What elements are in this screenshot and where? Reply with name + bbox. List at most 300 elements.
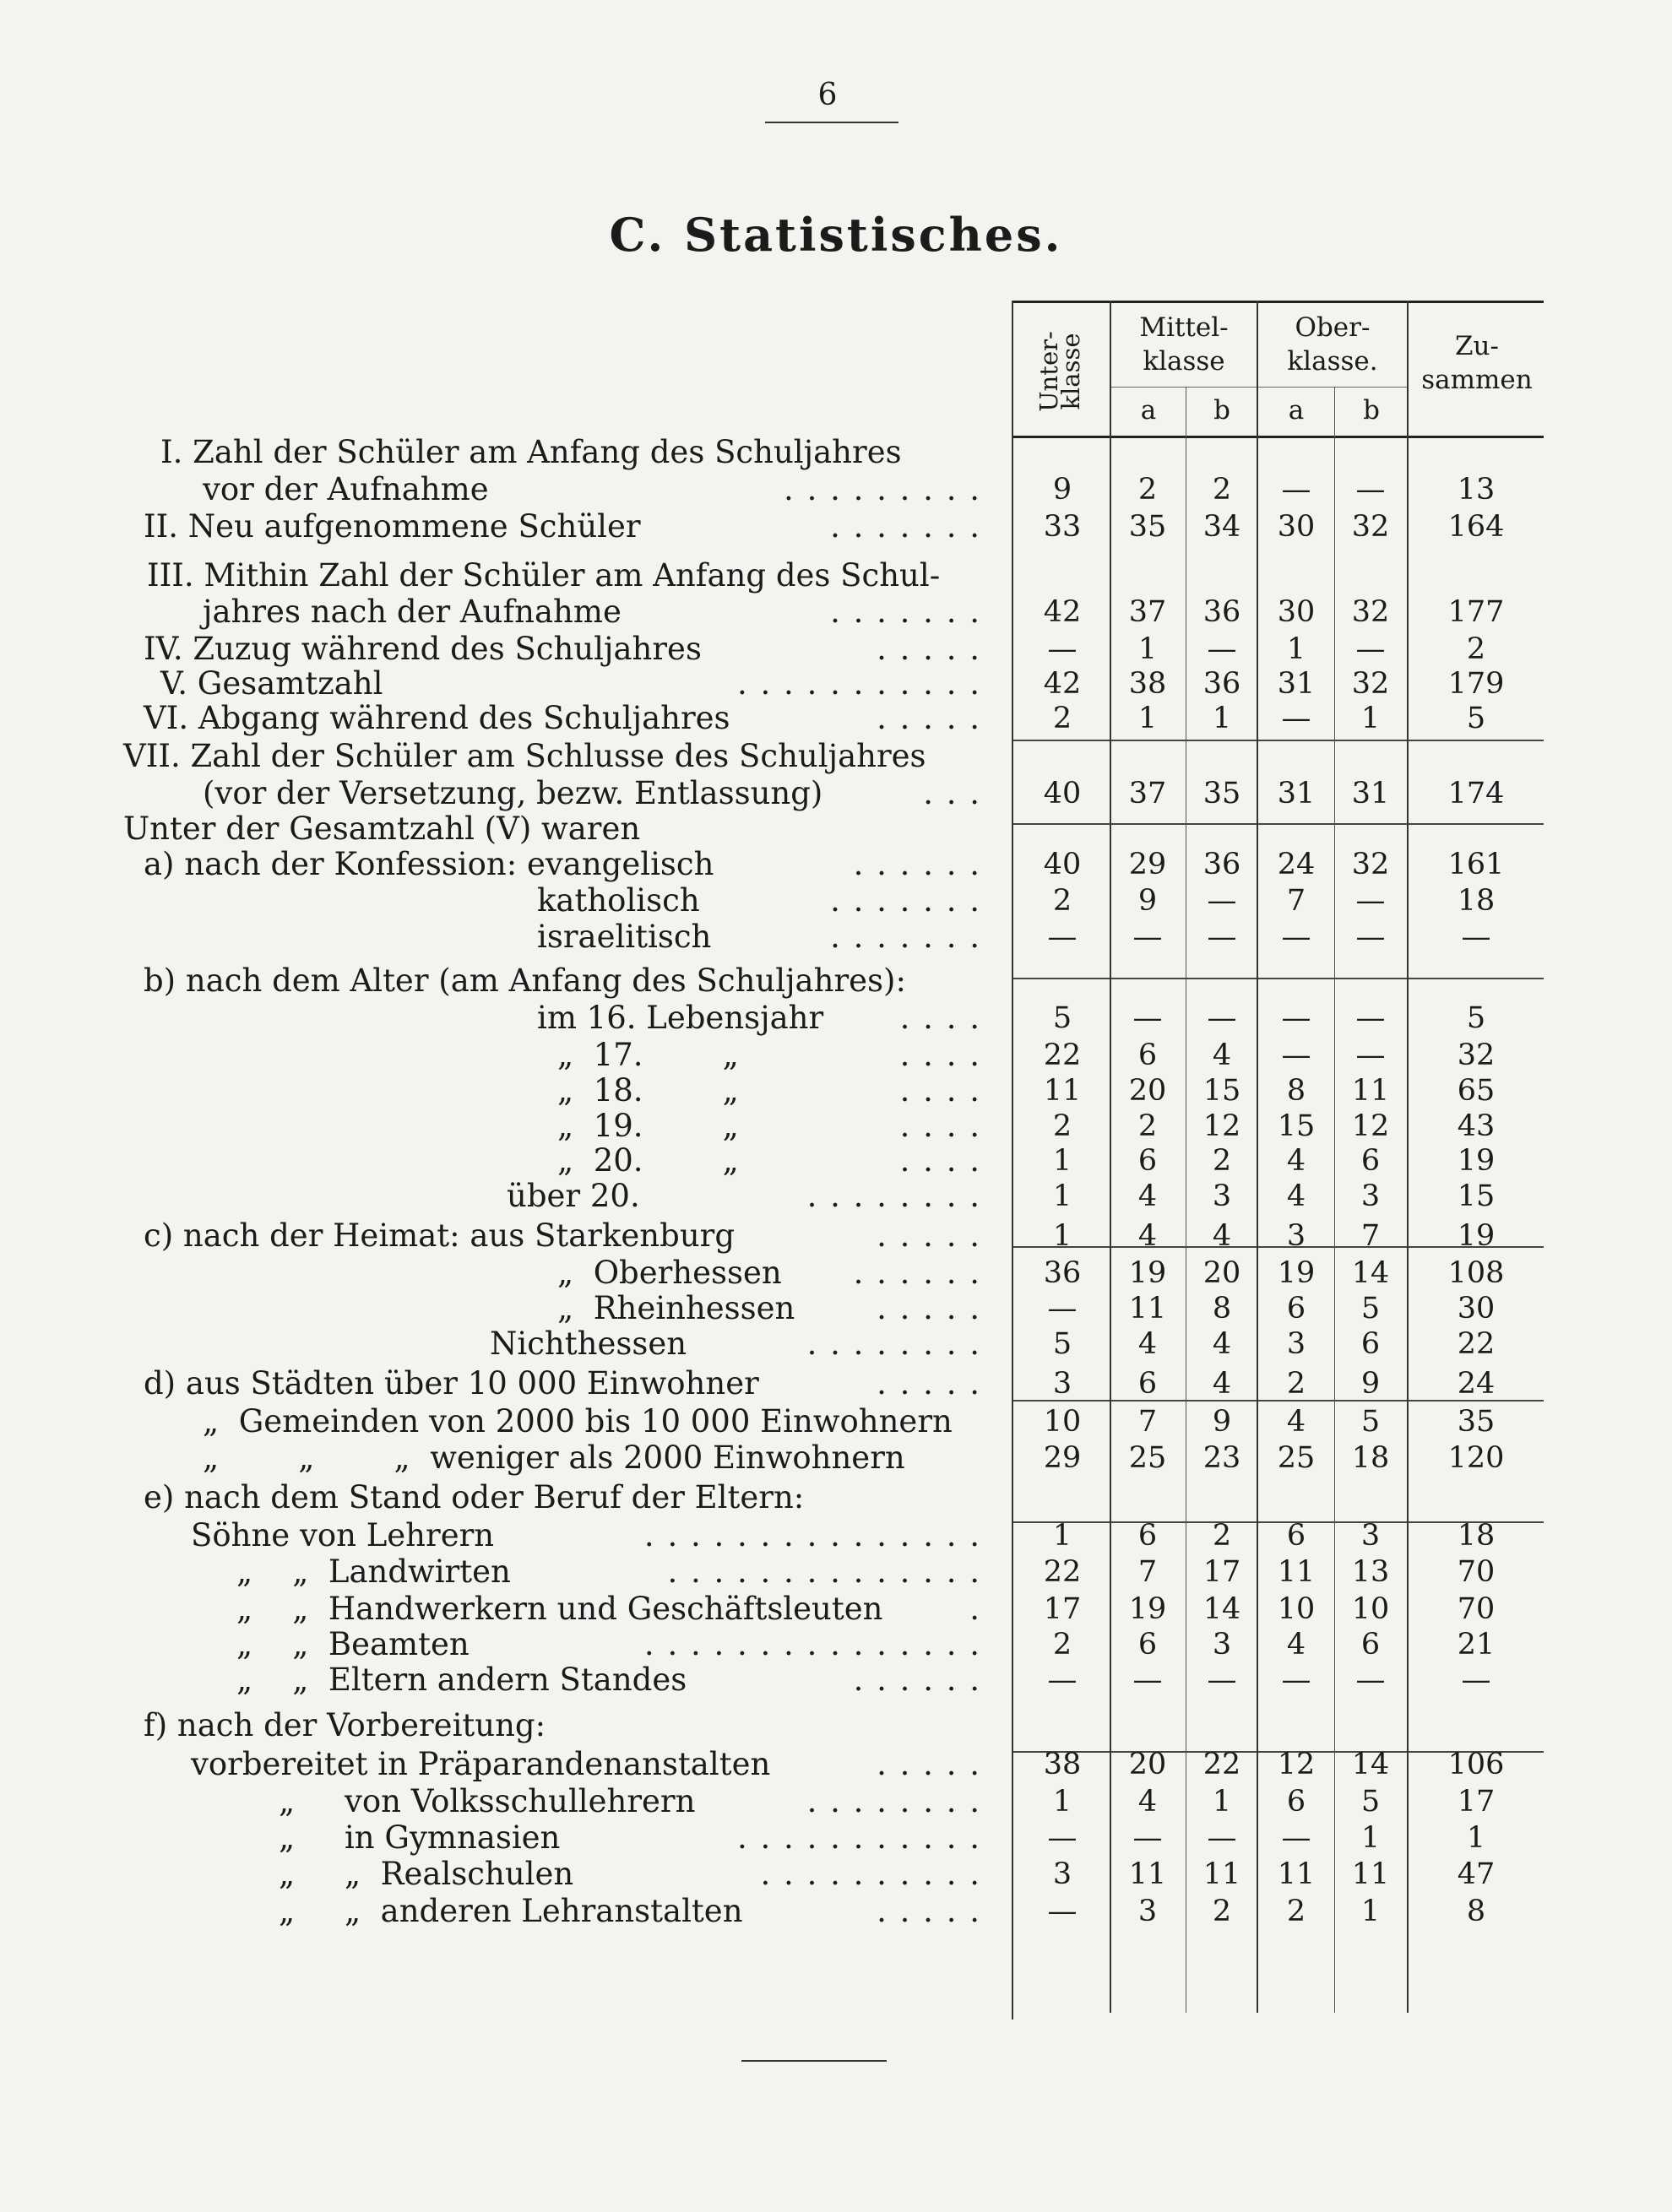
cell-value: 4 [1286,1144,1306,1178]
cell-value: — [1355,884,1386,918]
cell-value: 10 [1351,1592,1390,1626]
cell-value: 3 [1212,1628,1232,1662]
cell-value: 10 [1277,1592,1316,1626]
table-row [0,846,1672,883]
cell-value: 1 [1137,632,1158,666]
cell-value: 3 [1137,1895,1158,1928]
cell-value: 6 [1286,1785,1306,1819]
row-label: b) nach dem Alter (am Anfang des Schuljahres): [144,962,906,999]
row-label: jahres nach der Aufnahme [203,594,622,630]
row-label: f) nach der Vorbereitung: [144,1707,546,1743]
cell-value: 3 [1286,1219,1306,1253]
header-zusammen: Zu- sammen [1421,331,1533,395]
row-leader-dots: . . . . . . . . . . . [737,665,981,702]
page-title: C. Statistisches. [609,208,1063,262]
cell-value: 36 [1043,1256,1082,1290]
cell-value: 30 [1457,1292,1496,1326]
row-label: II. Neu aufgenommene Schüler [144,508,641,545]
cell-value: 9 [1137,884,1158,918]
row-label: „ Rheinhessen [557,1290,795,1326]
cell-value: 5 [1360,1292,1381,1326]
table-row [0,1142,1672,1179]
cell-value: 23 [1202,1441,1241,1475]
row-label: vor der Aufnahme [203,471,489,507]
cell-value: 3 [1360,1519,1381,1553]
cell-value: 31 [1277,777,1316,811]
row-leader-dots: . . . [923,775,981,811]
header-mittel-a: a [1140,395,1157,426]
row-label: „ „ Landwirten [236,1553,511,1590]
cell-value: 177 [1447,595,1505,629]
cell-value: 11 [1277,1555,1316,1589]
cell-value: — [1207,884,1237,918]
cell-value: — [1281,1821,1311,1855]
bottom-rule [741,2060,887,2062]
cell-value: 11 [1128,1292,1167,1326]
cell-value: — [1132,1821,1163,1855]
cell-value: — [1355,1038,1386,1072]
row-label: „ „ Handwerkern und Geschäftsleuten [236,1591,883,1627]
table-row [0,1072,1672,1109]
row-leader-dots: . . . . . . [853,1255,981,1291]
cell-value: 6 [1137,1038,1158,1072]
row-leader-dots: . . . . [899,1142,981,1179]
cell-value: 2 [1212,473,1232,507]
table-row [0,1255,1672,1292]
cell-value: 11 [1202,1857,1241,1891]
row-leader-dots: . . . . . [877,1893,981,1929]
cell-value: 6 [1137,1144,1158,1178]
row-label: „ „ anderen Lehranstalten [279,1893,743,1929]
cell-value: 15 [1202,1074,1241,1108]
cell-value: 1 [1466,1821,1486,1855]
cell-value: 15 [1457,1179,1496,1213]
cell-value: 12 [1351,1109,1390,1143]
cell-value: 106 [1447,1748,1505,1781]
table-top-rule [1012,301,1544,303]
cell-value: 11 [1277,1857,1316,1891]
cell-value: 4 [1212,1219,1232,1253]
cell-value: 19 [1457,1219,1496,1253]
cell-value: 11 [1351,1074,1390,1108]
table-row [0,1217,1672,1255]
cell-value: 36 [1202,595,1241,629]
cell-value: 4 [1137,1179,1158,1213]
cell-value: 7 [1137,1405,1158,1439]
cell-value: 164 [1447,510,1505,544]
cell-value: — [1281,1038,1311,1072]
cell-value: 14 [1351,1256,1390,1290]
cell-value: 19 [1128,1256,1167,1290]
cell-value: 21 [1457,1628,1496,1662]
cell-value: 22 [1202,1748,1241,1781]
table-row [0,1626,1672,1663]
header-ober-a: a [1288,395,1305,426]
table-row [0,775,1672,812]
cell-value: 13 [1351,1555,1390,1589]
cell-value: 5 [1052,1327,1072,1361]
cell-value: — [1355,920,1386,954]
cell-value: 35 [1457,1405,1496,1439]
cell-value: — [1461,1663,1491,1697]
row-leader-dots: . . . . . . . [830,594,981,630]
row-leader-dots: . . . . . . . . . . . . . . [667,1553,981,1590]
table-row [0,557,1672,594]
cell-value: 29 [1043,1441,1082,1475]
row-label: „ 17. „ [557,1037,739,1073]
header-sub-rule [1111,387,1409,388]
cell-value: 14 [1351,1748,1390,1781]
cell-value: 37 [1128,595,1167,629]
cell-value: — [1047,632,1078,666]
cell-value: 34 [1202,510,1241,544]
table-row [0,700,1672,737]
header-ober-b: b [1363,395,1380,426]
cell-value: 29 [1128,848,1167,881]
cell-value: 6 [1360,1628,1381,1662]
row-label: „ in Gymnasien [279,1819,561,1856]
cell-value: 2 [1052,1628,1072,1662]
cell-value: 11 [1351,1857,1390,1891]
row-label: „ 19. „ [557,1108,739,1144]
row-leader-dots: . . . . . . [853,1662,981,1698]
row-label: a) nach der Konfession: evangelisch [144,846,714,882]
cell-value: 42 [1043,595,1082,629]
page-number: 6 [817,78,838,112]
cell-value: 30 [1277,510,1316,544]
cell-value: — [1207,920,1237,954]
cell-value: 24 [1457,1367,1496,1401]
cell-value: 38 [1043,1748,1082,1781]
cell-value: 8 [1286,1074,1306,1108]
cell-value: 31 [1351,777,1390,811]
row-label: c) nach der Heimat: aus Starkenburg [144,1217,736,1254]
cell-value: 24 [1277,848,1316,881]
cell-value: 20 [1202,1256,1241,1290]
cell-value: 12 [1277,1748,1316,1781]
row-label: im 16. Lebensjahr [537,1000,824,1036]
cell-value: 15 [1277,1109,1316,1143]
cell-value: 6 [1137,1519,1158,1553]
cell-value: 2 [1212,1895,1232,1928]
cell-value: — [1281,1663,1311,1697]
cell-value: 11 [1128,1857,1167,1891]
cell-value: 2 [1137,473,1158,507]
table-row [0,962,1672,1000]
cell-value: 120 [1447,1441,1505,1475]
row-leader-dots: . . . . . . . . . . [760,1856,981,1892]
table-row [0,508,1672,545]
row-leader-dots: . . . . . [877,700,981,736]
cell-value: 36 [1202,848,1241,881]
cell-value: — [1281,1001,1311,1035]
row-leader-dots: . . . . . . . . . . . [737,1819,981,1856]
cell-value: — [1132,1663,1163,1697]
cell-value: 17 [1043,1592,1082,1626]
cell-value: 19 [1277,1256,1316,1290]
cell-value: 17 [1202,1555,1241,1589]
cell-value: 32 [1351,510,1390,544]
table-row [0,919,1672,956]
cell-value: 2 [1286,1895,1306,1928]
row-label: „ „ Eltern andern Standes [236,1662,687,1698]
table-row [0,1591,1672,1628]
table-row [0,882,1672,919]
row-leader-dots: . [969,1591,981,1627]
row-leader-dots: . . . . . . . [830,882,981,919]
cell-value: 35 [1202,777,1241,811]
cell-value: 4 [1212,1367,1232,1401]
cell-value: 32 [1351,848,1390,881]
table-row [0,1439,1672,1477]
cell-value: 6 [1286,1292,1306,1326]
cell-value: 4 [1286,1179,1306,1213]
cell-value: 6 [1286,1519,1306,1553]
table-row [0,1000,1672,1037]
cell-value: 108 [1447,1256,1505,1290]
header-oberklasse: Ober- klasse. [1287,312,1378,377]
table-row [0,1707,1672,1744]
cell-value: — [1132,920,1163,954]
cell-value: 22 [1457,1327,1496,1361]
table-row [0,1365,1672,1402]
cell-value: 22 [1043,1038,1082,1072]
row-leader-dots: . . . . . . . . [806,1326,981,1362]
row-leader-dots: . . . . [899,1037,981,1073]
cell-value: 13 [1457,473,1496,507]
header-unterklasse: Unter- klasse [1034,331,1085,412]
cell-value: 10 [1043,1405,1082,1439]
row-leader-dots: . . . . . . . . [806,1178,981,1214]
cell-value: 38 [1128,667,1167,701]
row-label: israelitisch [537,919,712,955]
cell-value: 6 [1360,1144,1381,1178]
cell-value: 42 [1043,667,1082,701]
table-row [0,665,1672,702]
cell-value: 17 [1457,1785,1496,1819]
table-row [0,1403,1672,1440]
cell-value: — [1207,1663,1237,1697]
cell-value: 65 [1457,1074,1496,1108]
row-label: Nichthessen [490,1326,687,1362]
table-row [0,1290,1672,1327]
row-leader-dots: . . . . . [877,1217,981,1254]
cell-value: — [1355,632,1386,666]
row-leader-dots: . . . . . . . . . . . . . . . [643,1626,981,1662]
table-row [0,631,1672,668]
cell-value: 40 [1043,848,1082,881]
cell-value: 11 [1043,1074,1082,1108]
cell-value: — [1047,1663,1078,1697]
row-label: IV. Zuzug während des Schuljahres [144,631,702,667]
cell-value: 47 [1457,1857,1496,1891]
table-row [0,1108,1672,1145]
cell-value: — [1355,1663,1386,1697]
row-leader-dots: . . . . [899,1072,981,1109]
cell-value: 36 [1202,667,1241,701]
cell-value: 14 [1202,1592,1241,1626]
cell-value: 4 [1137,1219,1158,1253]
cell-value: 161 [1447,848,1505,881]
table-row [0,811,1672,848]
cell-value: 25 [1128,1441,1167,1475]
table-row [0,594,1672,631]
cell-value: — [1461,920,1491,954]
cell-value: — [1207,632,1237,666]
row-label: Söhne von Lehrern [191,1517,495,1553]
cell-value: 1 [1052,1179,1072,1213]
row-leader-dots: . . . . [899,1108,981,1144]
cell-value: 5 [1360,1405,1381,1439]
cell-value: 1 [1212,702,1232,735]
cell-value: — [1355,473,1386,507]
row-leader-dots: . . . . . . . [830,508,981,545]
table-row [0,1479,1672,1516]
table-row [0,1662,1672,1699]
table-row [0,1856,1672,1893]
cell-value: 9 [1212,1405,1232,1439]
cell-value: 2 [1466,632,1486,666]
table-row [0,1326,1672,1363]
cell-value: 5 [1360,1785,1381,1819]
row-label: über 20. [507,1178,640,1214]
cell-value: — [1207,1821,1237,1855]
cell-value: 2 [1286,1367,1306,1401]
top-rule [765,122,898,123]
table-row [0,1783,1672,1820]
cell-value: — [1281,473,1311,507]
cell-value: 4 [1212,1327,1232,1361]
cell-value: 2 [1052,702,1072,735]
cell-value: 4 [1137,1785,1158,1819]
cell-value: 3 [1360,1179,1381,1213]
cell-value: 1 [1052,1219,1072,1253]
row-leader-dots: . . . . . . . . . [784,471,981,507]
cell-value: 32 [1351,667,1390,701]
table-row [0,1553,1672,1591]
cell-value: 179 [1447,667,1505,701]
cell-value: 1 [1052,1519,1072,1553]
row-leader-dots: . . . . . . [853,846,981,882]
row-label: „ Oberhessen [557,1255,782,1291]
cell-value: 2 [1052,1109,1072,1143]
cell-value: — [1281,702,1311,735]
row-label: V. Gesamtzahl [160,665,383,702]
cell-value: 1 [1137,702,1158,735]
cell-value: 9 [1360,1367,1381,1401]
cell-value: 4 [1137,1327,1158,1361]
cell-value: 33 [1043,510,1082,544]
row-leader-dots: . . . . . [877,631,981,667]
cell-value: 3 [1212,1179,1232,1213]
cell-value: 4 [1286,1405,1306,1439]
cell-value: 22 [1043,1555,1082,1589]
cell-value: — [1132,1001,1163,1035]
cell-value: 1 [1286,632,1306,666]
cell-value: 2 [1212,1519,1232,1553]
row-label: d) aus Städten über 10 000 Einwohner [144,1365,759,1401]
cell-value: 18 [1351,1441,1390,1475]
cell-value: 70 [1457,1592,1496,1626]
cell-value: 20 [1128,1074,1167,1108]
row-label: „ „ Beamten [236,1626,470,1662]
cell-value: 2 [1052,884,1072,918]
row-label: „ Gemeinden von 2000 bis 10 000 Einwohnern [203,1403,953,1439]
cell-value: 1 [1052,1785,1072,1819]
row-label: „ 20. „ [557,1142,739,1179]
cell-value: 2 [1137,1109,1158,1143]
cell-value: — [1047,1895,1078,1928]
cell-value: 4 [1286,1628,1306,1662]
table-row [0,1517,1672,1554]
row-label: „ von Volksschullehrern [279,1783,696,1819]
row-label: I. Zahl der Schüler am Anfang des Schuljahres [160,434,902,470]
cell-value: 35 [1128,510,1167,544]
row-label: „ „ „ weniger als 2000 Einwohnern [203,1439,905,1476]
cell-value: 1 [1052,1144,1072,1178]
header-mittel-b: b [1213,395,1230,426]
table-row [0,738,1672,775]
cell-value: 9 [1052,473,1072,507]
cell-value: 40 [1043,777,1082,811]
table-row [0,1819,1672,1857]
cell-value: — [1355,1001,1386,1035]
table-row [0,434,1672,471]
cell-value: 19 [1457,1144,1496,1178]
cell-value: 8 [1466,1895,1486,1928]
cell-value: 5 [1466,702,1486,735]
table-row [0,1746,1672,1783]
cell-value: 43 [1457,1109,1496,1143]
cell-value: 31 [1277,667,1316,701]
cell-value: 4 [1212,1038,1232,1072]
cell-value: — [1047,1292,1078,1326]
row-label: vorbereitet in Präparandenanstalten [191,1746,771,1782]
cell-value: — [1047,920,1078,954]
cell-value: 1 [1212,1785,1232,1819]
table-row [0,1178,1672,1215]
cell-value: 19 [1128,1592,1167,1626]
cell-value: 6 [1360,1327,1381,1361]
row-label: VI. Abgang während des Schuljahres [144,700,730,736]
cell-value: — [1207,1001,1237,1035]
cell-value: 1 [1360,1821,1381,1855]
cell-value: 18 [1457,1519,1496,1553]
row-label: e) nach dem Stand oder Beruf der Eltern: [144,1479,805,1515]
cell-value: 1 [1360,1895,1381,1928]
cell-value: 1 [1360,702,1381,735]
cell-value: 3 [1052,1367,1072,1401]
row-label: katholisch [537,882,700,919]
cell-value: 37 [1128,777,1167,811]
row-leader-dots: . . . . . [877,1746,981,1782]
row-label: VII. Zahl der Schüler am Schlusse des Schuljahres [123,738,926,774]
cell-value: 6 [1137,1367,1158,1401]
table-row [0,1037,1672,1074]
row-leader-dots: . . . . [899,1000,981,1036]
row-label: „ „ Realschulen [279,1856,574,1892]
cell-value: 8 [1212,1292,1232,1326]
row-leader-dots: . . . . . [877,1290,981,1326]
cell-value: 25 [1277,1441,1316,1475]
cell-value: 174 [1447,777,1505,811]
cell-value: 7 [1286,884,1306,918]
cell-value: 3 [1052,1857,1072,1891]
cell-value: 3 [1286,1327,1306,1361]
cell-value: 70 [1457,1555,1496,1589]
cell-value: 7 [1360,1219,1381,1253]
row-label: (vor der Versetzung, bezw. Entlassung) [203,775,823,811]
